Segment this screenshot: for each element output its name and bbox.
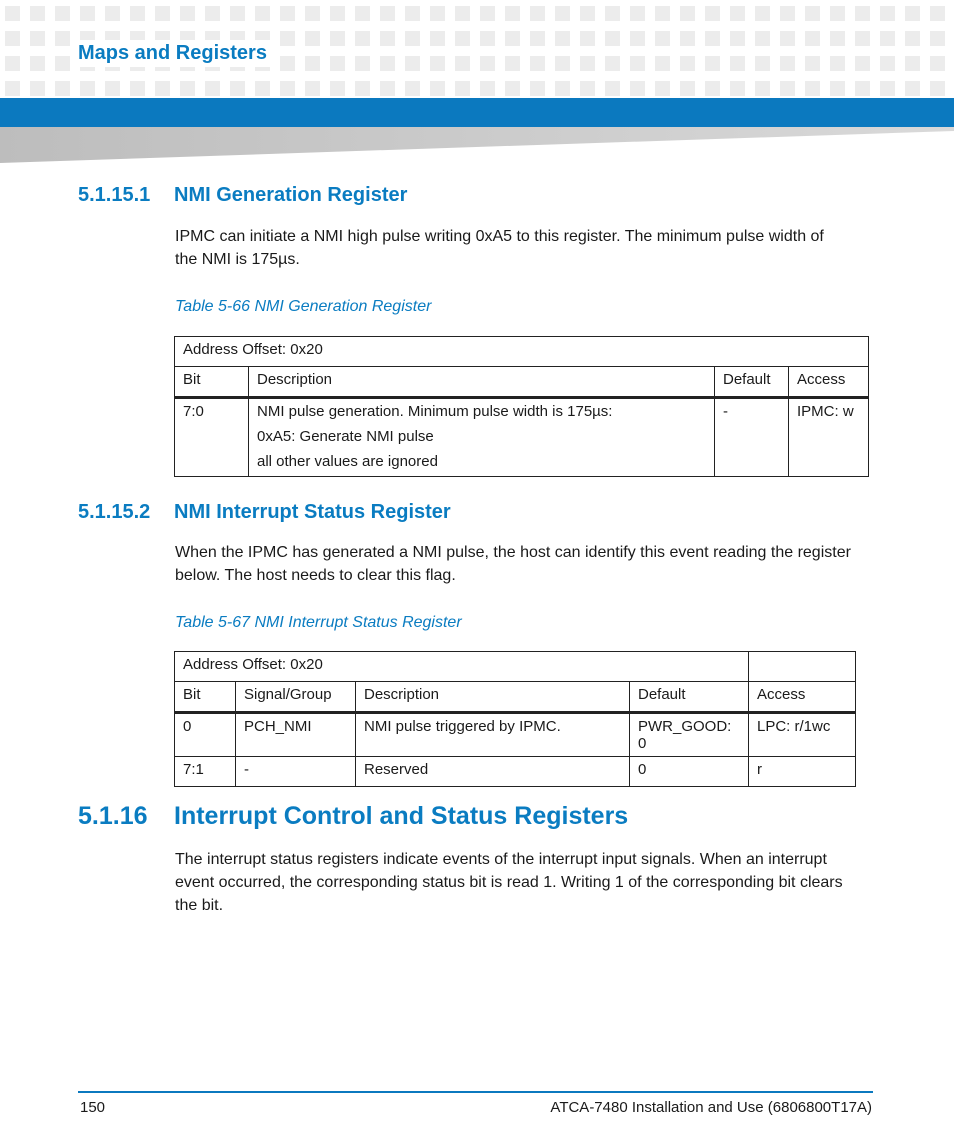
header-tile	[80, 6, 95, 21]
header-tile	[755, 56, 770, 71]
header-tile	[480, 6, 495, 21]
header-tile	[355, 6, 370, 21]
header-tile	[605, 31, 620, 46]
header-tile	[730, 6, 745, 21]
header-tile	[505, 6, 520, 21]
header-tile	[705, 56, 720, 71]
header-tile	[5, 56, 20, 71]
header-tile	[605, 56, 620, 71]
section-number: 5.1.15.2	[78, 501, 151, 523]
address-offset-cell: Address Offset: 0x20	[175, 337, 869, 367]
header-tile	[555, 6, 570, 21]
header-tile	[655, 31, 670, 46]
section-title: NMI Interrupt Status Register	[174, 501, 451, 523]
header-tile	[55, 31, 70, 46]
header-tile	[730, 56, 745, 71]
table-row	[175, 757, 856, 787]
header-tile	[705, 81, 720, 96]
cell-access: IPMC: w	[789, 398, 869, 477]
header-tile	[30, 31, 45, 46]
header-tile	[380, 56, 395, 71]
header-tile	[130, 6, 145, 21]
header-tile	[630, 6, 645, 21]
header-tile	[880, 31, 895, 46]
header-tile	[705, 6, 720, 21]
header-tile	[930, 6, 945, 21]
header-tile	[355, 31, 370, 46]
paragraph-line: event occurred, the corresponding status bit is read 1. Writing 1 of the corresponding bit clears	[175, 874, 843, 891]
header-tile	[480, 56, 495, 71]
column-header-access: Access	[789, 367, 869, 398]
header-tile	[505, 56, 520, 71]
header-tile	[430, 6, 445, 21]
header-tile	[605, 81, 620, 96]
header-tile	[930, 81, 945, 96]
header-tile	[230, 6, 245, 21]
header-tile	[905, 31, 920, 46]
section-heading-interrupt-control	[78, 802, 628, 831]
cell-bit: 0	[175, 713, 236, 757]
cell-bit: 7:1	[175, 757, 236, 787]
header-tile	[30, 81, 45, 96]
header-tile	[855, 31, 870, 46]
header-tile	[305, 56, 320, 71]
header-tile	[280, 6, 295, 21]
paragraph-line: IPMC can initiate a NMI high pulse writing 0xA5 to this register. The minimum pulse width of	[175, 228, 824, 245]
section-number: 5.1.16	[78, 802, 148, 830]
header-tile	[380, 31, 395, 46]
header-tile	[655, 56, 670, 71]
header-tile	[755, 31, 770, 46]
column-header-signal-group: Signal/Group	[236, 682, 356, 713]
header-tile	[930, 56, 945, 71]
header-tile	[80, 81, 95, 96]
column-header-default: Default	[630, 682, 749, 713]
header-tile	[680, 6, 695, 21]
header-tile	[880, 56, 895, 71]
cell-default: 0	[630, 757, 749, 787]
header-tile	[780, 56, 795, 71]
header-tile	[155, 6, 170, 21]
table-caption-5-67: Table 5-67 NMI Interrupt Status Register	[175, 614, 462, 631]
header-tile	[805, 81, 820, 96]
header-tile	[530, 56, 545, 71]
description-line: NMI pulse generation. Minimum pulse width is 175µs:	[257, 403, 613, 420]
header-tile	[480, 81, 495, 96]
header-tile	[130, 81, 145, 96]
header-tile	[380, 6, 395, 21]
table-nmi-generation	[174, 336, 869, 477]
paragraph-line: the NMI is 175µs.	[175, 251, 300, 268]
header-tile	[880, 81, 895, 96]
cell-signal: -	[236, 757, 356, 787]
header-tile	[505, 81, 520, 96]
paragraph-interrupt-control	[175, 848, 875, 917]
header-tile	[530, 6, 545, 21]
header-tile	[355, 81, 370, 96]
header-tile	[505, 31, 520, 46]
header-tile	[230, 81, 245, 96]
header-tile	[655, 81, 670, 96]
header-tile	[330, 81, 345, 96]
header-tile	[205, 6, 220, 21]
header-tile	[355, 56, 370, 71]
header-tile	[930, 31, 945, 46]
header-tile	[305, 6, 320, 21]
header-tile	[5, 31, 20, 46]
header-tile	[680, 81, 695, 96]
chapter-section-title: Maps and Registers	[78, 40, 273, 67]
table-caption-5-66: Table 5-66 NMI Generation Register	[175, 298, 432, 315]
header-tile	[580, 31, 595, 46]
header-tile	[855, 81, 870, 96]
footer-rule	[78, 1091, 873, 1093]
header-tile	[780, 81, 795, 96]
header-tile	[455, 6, 470, 21]
section-title: NMI Generation Register	[174, 184, 408, 206]
header-tile	[830, 31, 845, 46]
header-tile	[180, 6, 195, 21]
paragraph-line: The interrupt status registers indicate events of the interrupt input signals. When an interrupt	[175, 851, 827, 868]
paragraph-line: the bit.	[175, 897, 224, 914]
header-tile	[905, 81, 920, 96]
header-tile	[805, 56, 820, 71]
header-blue-bar	[0, 98, 954, 127]
header-tile	[830, 6, 845, 21]
header-tile	[680, 31, 695, 46]
address-offset-cell: Address Offset: 0x20	[175, 652, 749, 682]
header-tile	[280, 81, 295, 96]
cell-description: Reserved	[356, 757, 630, 787]
header-tile	[580, 81, 595, 96]
header-tile	[330, 56, 345, 71]
header-tile	[530, 81, 545, 96]
header-tile	[755, 6, 770, 21]
column-header-bit: Bit	[175, 367, 249, 398]
column-header-default: Default	[715, 367, 789, 398]
column-header-description: Description	[356, 682, 630, 713]
cell-description: NMI pulse triggered by IPMC.	[356, 713, 630, 757]
header-tile	[405, 56, 420, 71]
header-tile	[30, 6, 45, 21]
document-title: ATCA-7480 Installation and Use (6806800T17A)	[550, 1099, 872, 1116]
header-tile	[655, 6, 670, 21]
header-tile	[755, 81, 770, 96]
header-tile	[855, 6, 870, 21]
header-tile	[905, 6, 920, 21]
table-nmi-interrupt-status	[174, 651, 856, 787]
cell-default: PWR_GOOD: 0	[630, 713, 749, 757]
header-tile	[180, 81, 195, 96]
page-number: 150	[80, 1099, 106, 1116]
header-tile	[830, 56, 845, 71]
header-tile	[405, 6, 420, 21]
header-tile	[255, 81, 270, 96]
header-tile	[205, 81, 220, 96]
header-tile	[730, 31, 745, 46]
header-tile	[805, 6, 820, 21]
header-tile	[455, 81, 470, 96]
header-tile	[880, 6, 895, 21]
paragraph-nmi-interrupt-status	[175, 541, 875, 587]
cell-bit: 7:0	[175, 398, 249, 477]
cell-default: -	[715, 398, 789, 477]
header-tile	[780, 6, 795, 21]
header-tile	[630, 56, 645, 71]
cell-signal: PCH_NMI	[236, 713, 356, 757]
description-line: all other values are ignored	[257, 453, 438, 470]
header-tile	[105, 6, 120, 21]
header-tile	[805, 31, 820, 46]
header-tile	[380, 81, 395, 96]
header-tile	[455, 56, 470, 71]
header-tile	[555, 31, 570, 46]
header-tile	[605, 6, 620, 21]
header-tile	[780, 31, 795, 46]
header-tile	[255, 6, 270, 21]
section-title: Interrupt Control and Status Registers	[174, 802, 629, 830]
cell-access: LPC: r/1wc	[749, 713, 856, 757]
table-row	[175, 398, 869, 477]
header-tile	[430, 31, 445, 46]
header-tile	[280, 31, 295, 46]
section-heading-nmi-generation	[78, 184, 407, 207]
header-tile	[630, 31, 645, 46]
header-tile	[5, 81, 20, 96]
header-tile	[155, 81, 170, 96]
header-tile	[305, 81, 320, 96]
header-tile	[455, 31, 470, 46]
header-tile	[830, 81, 845, 96]
header-tile	[430, 81, 445, 96]
header-tile	[555, 81, 570, 96]
header-tile	[855, 56, 870, 71]
header-tile	[580, 6, 595, 21]
header-tile	[630, 81, 645, 96]
header-tile	[555, 56, 570, 71]
description-line: 0xA5: Generate NMI pulse	[257, 428, 434, 445]
header-tile	[905, 56, 920, 71]
header-tile	[330, 31, 345, 46]
header-tile	[330, 6, 345, 21]
header-tile	[480, 31, 495, 46]
empty-cell	[749, 652, 856, 682]
header-tile	[405, 31, 420, 46]
cell-description	[249, 398, 715, 477]
header-tile	[5, 6, 20, 21]
column-header-access: Access	[749, 682, 856, 713]
header-tile	[680, 56, 695, 71]
section-number: 5.1.15.1	[78, 184, 151, 206]
section-heading-nmi-interrupt-status	[78, 501, 451, 524]
header-tile	[705, 31, 720, 46]
header-tile	[55, 56, 70, 71]
header-tile	[730, 81, 745, 96]
header-tile	[55, 6, 70, 21]
paragraph-line: When the IPMC has generated a NMI pulse, the host can identify this event reading the register	[175, 544, 851, 561]
column-header-description: Description	[249, 367, 715, 398]
header-tile	[55, 81, 70, 96]
paragraph-line: below. The host needs to clear this flag.	[175, 567, 456, 584]
header-tile	[530, 31, 545, 46]
header-tile	[305, 31, 320, 46]
header-tile	[105, 81, 120, 96]
table-row	[175, 713, 856, 757]
cell-access: r	[749, 757, 856, 787]
header-grey-wedge	[0, 127, 954, 163]
header-tile	[30, 56, 45, 71]
paragraph-nmi-generation	[175, 225, 875, 271]
header-tile	[430, 56, 445, 71]
header-tile	[580, 56, 595, 71]
column-header-bit: Bit	[175, 682, 236, 713]
header-tile	[405, 81, 420, 96]
header-tile	[280, 56, 295, 71]
